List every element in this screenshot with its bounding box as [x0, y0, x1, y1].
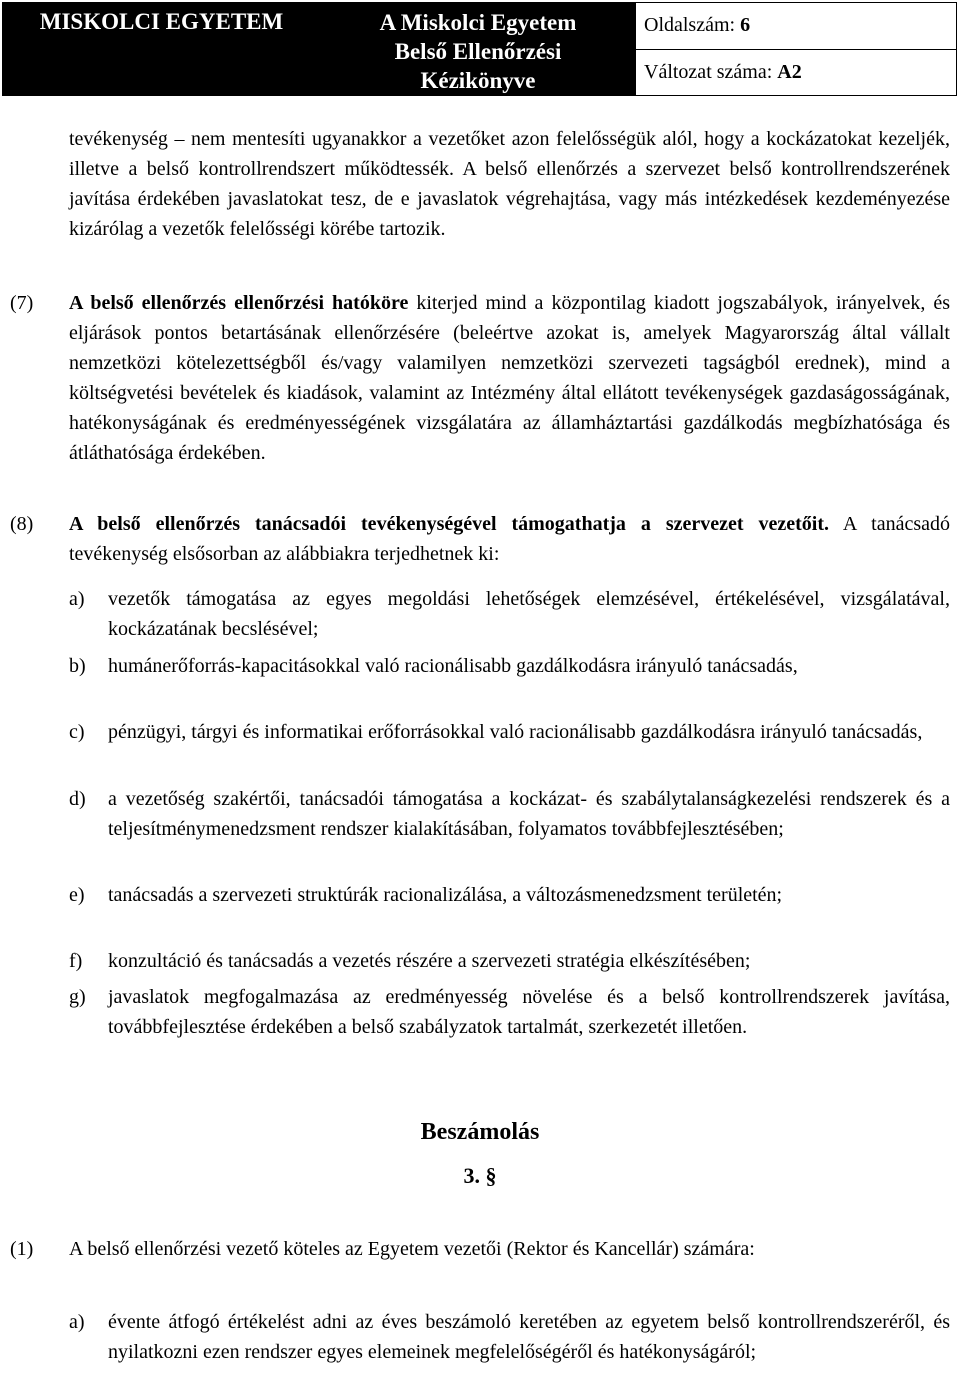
paragraph-7-text: kiterjed mind a központilag kiadott jogszabályok, irányelvek, és eljárások pontos betartásának ellenőrzésére (beleértve azokat is, amelyek Magyarország által vállalt nemzetközi kötelezettségből és/vagy valamilyen nemzetközi szervezeti tagságból erednek), mind a költségvetési bevételek és kiadások, valamint az Intézmény által ellátott tevékenységek gazdaságosságának, hatékonyságának és eredményességének vizsgálatára az államháztartási gazdálkodás megbízhatósága és átláthatósága érdekében.: [69, 292, 951, 464]
list-item-letter: f): [69, 950, 83, 972]
list-item-letter: c): [69, 721, 85, 743]
document-title: [321, 3, 636, 96]
paragraph-8: [69, 509, 950, 569]
list-item: konzultáció és tanácsadás a vezetés részére a szervezeti stratégia elkészítésében;: [108, 950, 751, 972]
paragraph-7-number: (7): [10, 292, 34, 314]
page-number-value: 6: [740, 14, 751, 37]
institution-name: MISKOLCI EGYETEM: [3, 3, 321, 96]
intro-paragraph: tevékenység – nem mentesíti ugyanakkor a vezetőket azon felelősségük alól, hogy a kockázatokat kezeljék, illetve a belső kontrollrendszert működtessék. A belső ellenőrzés a szervezet belső kontrollrendszerének javítása érdekében javaslatokat tesz, de e javaslatok végrehajtása, vagy más intézkedések kezdeményezése kizárólag a vezetők felelősségi körébe tartozik.: [69, 128, 950, 240]
list-item: tanácsadás a szervezeti struktúrák racionalizálása, a változásmenedzsment területén;: [108, 884, 783, 906]
document-title-line1: A Miskolci Egyetem: [379, 10, 577, 35]
section-title: Beszámolás: [420, 1119, 540, 1145]
list-item-letter: e): [69, 884, 85, 906]
paragraph-8-text: A tanácsadó tevékenység elsősorban az alábbiakra terjedhetnek ki:: [69, 513, 950, 565]
list-item: pénzügyi, tárgyi és informatikai erőforrásokkal való racionálisabb gazdálkodásra irányuló tanácsadás,: [108, 721, 923, 743]
section-number: 3. §: [463, 1163, 497, 1188]
list-item: évente átfogó értékelést adni az éves beszámoló keretében az egyetem belső kontrollrendszeréről, és nyilatkozni ezen rendszer egyes elemeinek megfelelőségéről és hatékonyságáról;: [108, 1311, 950, 1363]
version-cell: [636, 49, 957, 96]
list-item-letter: d): [69, 788, 86, 810]
version-value: A2: [777, 60, 802, 83]
list-item-letter: g): [69, 986, 86, 1008]
paragraph-7: [69, 288, 950, 468]
page-number-label: Oldalszám:: [644, 14, 741, 37]
list-item-letter: b): [69, 655, 86, 677]
document-header: [2, 2, 957, 96]
document-title-line2: Belső Ellenőrzési: [394, 39, 562, 64]
document-title-line3: Kézikönyve: [420, 68, 536, 93]
paragraph-7-bold: A belső ellenőrzés ellenőrzési hatóköre: [69, 292, 409, 314]
paragraph-1-number: (1): [10, 1238, 34, 1260]
list-item: a vezetőség szakértői, tanácsadói támogatása a kockázat- és szabálytalanságkezelési rendszerek és a teljesítménymenedzsment rendszer kialakításában, folyamatos továbbfejlesztésében;: [108, 788, 950, 840]
list-item-letter: a): [69, 1311, 85, 1333]
list-item-letter: a): [69, 588, 85, 610]
list-item: javaslatok megfogalmazása az eredményesség növelése és a belső kontrollrendszerek javítása, továbbfejlesztése érdekében a belső szabályzatok tartalmát, szerkezetét illetően.: [108, 986, 950, 1038]
version-label: Változat száma:: [644, 60, 778, 83]
page-number-cell: [636, 3, 957, 50]
paragraph-1: A belső ellenőrzési vezető köteles az Egyetem vezetői (Rektor és Kancellár) számára:: [69, 1238, 755, 1260]
list-item: vezetők támogatása az egyes megoldási lehetőségek elemzésével, értékelésével, vizsgálatával, kockázatának becslésével;: [108, 588, 950, 640]
paragraph-8-bold: A belső ellenőrzés tanácsadói tevékenységével támogathatja a szervezet vezetőit.: [69, 513, 829, 535]
list-item: humánerőforrás-kapacitásokkal való racionálisabb gazdálkodásra irányuló tanácsadás,: [108, 655, 798, 677]
paragraph-8-number: (8): [10, 513, 34, 535]
